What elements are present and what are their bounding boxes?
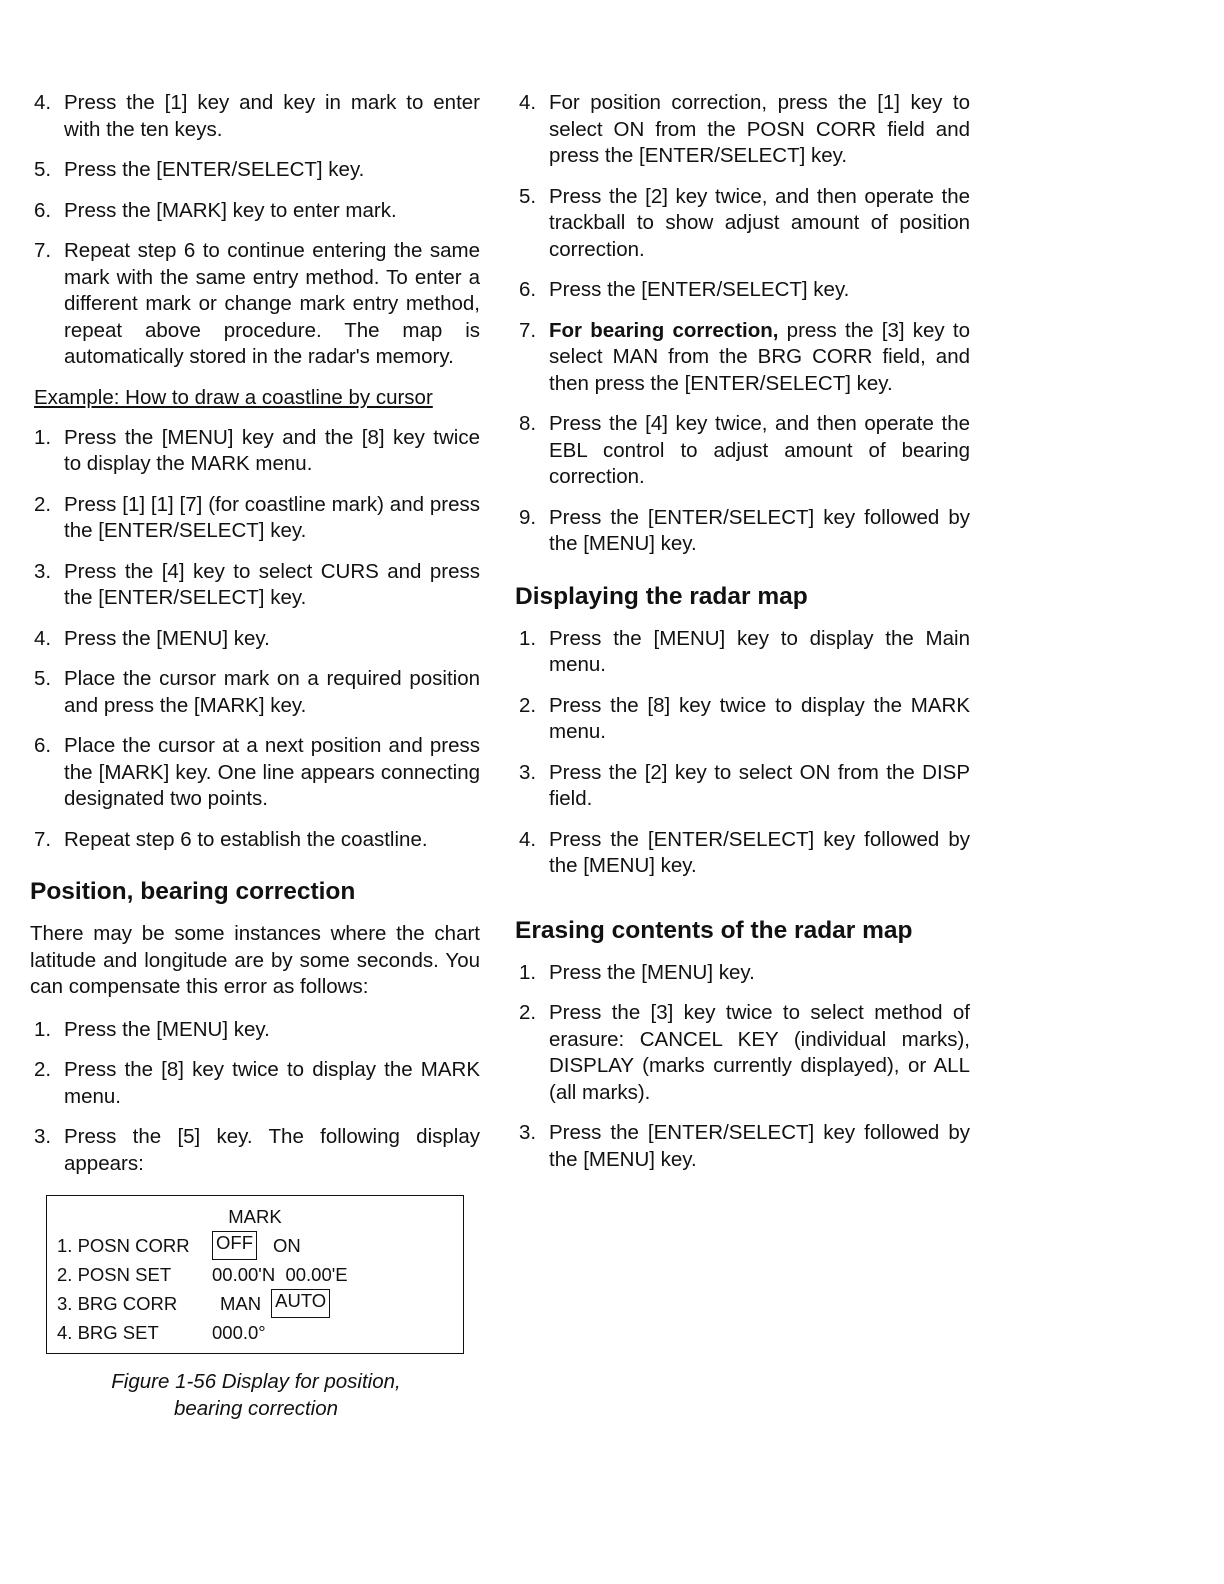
list-item: 1. Press the [MENU] key. xyxy=(34,1017,270,1041)
selected-option-auto: AUTO xyxy=(271,1289,330,1318)
posn-set-value: 00.00'N 00.00'E xyxy=(212,1264,348,1285)
section-intro: There may be some instances where the chart latitude and longitude are by some seconds. You can compensate this error as follows: xyxy=(30,922,480,998)
list-item: 4. Press the [1] key and key in mark to enter with the ten keys. xyxy=(34,91,480,141)
list-item: 2. Press the [8] key twice to display the MARK menu. xyxy=(34,1058,480,1108)
mark-row-brg-set xyxy=(57,1318,453,1347)
list-item: 1. Press the [MENU] key. xyxy=(519,960,755,984)
figure-caption: Figure 1-56 Display for position, bearing correction xyxy=(111,1370,401,1420)
list-item: 7. Repeat step 6 to establish the coastline. xyxy=(34,827,428,851)
steps-list-example xyxy=(30,425,480,854)
list-item: 3. Press the [2] key to select ON from the DISP field. xyxy=(519,760,970,810)
list-item: 6. Place the cursor at a next position and press the [MARK] key. One line appears connecting designated two points. xyxy=(34,734,480,810)
steps-list-top-right xyxy=(515,90,970,558)
mark-menu-display xyxy=(46,1195,464,1354)
steps-list-display xyxy=(515,626,970,880)
list-item: 3. Press the [5] key. The following display appears: xyxy=(34,1125,480,1175)
example-title: Example: How to draw a coastline by cursor xyxy=(34,385,433,409)
list-item: 3. Press the [4] key to select CURS and press the [ENTER/SELECT] key. xyxy=(34,559,480,609)
list-item: 7. Repeat step 6 to continue entering the same mark with the same entry method. To enter a different mark or change mark entry method, repeat above procedure. The map is automatically stored in the radar's memory. xyxy=(34,239,480,368)
list-item: 1. Press the [MENU] key and the [8] key twice to display the MARK menu. xyxy=(34,425,480,475)
mark-menu-title: MARK xyxy=(228,1206,282,1227)
list-item: 2. Press the [8] key twice to display the MARK menu. xyxy=(519,693,970,743)
mark-row-brg-corr xyxy=(57,1289,453,1318)
list-item: 7. For bearing correction, press the [3] key to select MAN from the BRG CORR field, and then press the [ENTER/SELECT] key. xyxy=(519,318,970,395)
mark-row-label: 1. POSN CORR xyxy=(57,1235,190,1256)
steps-list-correction xyxy=(30,1017,480,1178)
option-man: MAN xyxy=(220,1293,262,1314)
list-item: 6. Press the [MARK] key to enter mark. xyxy=(34,198,397,222)
section-heading-erasing-map: Erasing contents of the radar map xyxy=(515,916,913,944)
right-column xyxy=(515,90,970,1187)
mark-row-label: 4. BRG SET xyxy=(57,1322,159,1343)
list-item: 8. Press the [4] key twice, and then operate the EBL control to adjust amount of bearing correction. xyxy=(519,412,970,488)
list-item: 5. Press the [ENTER/SELECT] key. xyxy=(34,158,365,181)
section-heading-position-bearing: Position, bearing correction xyxy=(30,878,356,905)
steps-list-top-left xyxy=(30,90,480,371)
list-item: 4. Press the [ENTER/SELECT] key followed by the [MENU] key. xyxy=(519,827,970,877)
mark-row-label: 2. POSN SET xyxy=(57,1264,172,1285)
list-item: 9. Press the [ENTER/SELECT] key followed by the [MENU] key. xyxy=(519,505,970,555)
mark-row-label: 3. BRG CORR xyxy=(57,1293,178,1314)
list-item: 6. Press the [ENTER/SELECT] key. xyxy=(519,278,850,301)
list-item: 5. Press the [2] key twice, and then operate the trackball to show adjust amount of position correction. xyxy=(519,184,970,261)
brg-set-value: 000.0° xyxy=(212,1322,266,1343)
mark-row-posn-set xyxy=(57,1260,453,1289)
selected-option-off: OFF xyxy=(212,1231,257,1260)
mark-row-posn-corr xyxy=(57,1231,453,1260)
left-column xyxy=(30,90,480,1422)
option-on: ON xyxy=(273,1235,301,1256)
section-heading-displaying-map: Displaying the radar map xyxy=(515,582,808,610)
list-item: 5. Place the cursor mark on a required position and press the [MARK] key. xyxy=(34,667,480,717)
list-item: 4. Press the [MENU] key. xyxy=(34,626,270,650)
steps-list-erase xyxy=(515,960,970,1174)
list-item: 2. Press [1] [1] [7] (for coastline mark) and press the [ENTER/SELECT] key. xyxy=(34,492,480,542)
list-item: 4. For position correction, press the [1] key to select ON from the POSN CORR field and press the [ENTER/SELECT] key. xyxy=(519,91,970,167)
list-item: 3. Press the [ENTER/SELECT] key followed by the [MENU] key. xyxy=(519,1121,970,1171)
list-item: 1. Press the [MENU] key to display the Main menu. xyxy=(519,626,970,676)
list-item: 2. Press the [3] key twice to select method of erasure: CANCEL KEY (individual marks), DISPLAY (marks currently displayed), or ALL (all marks). xyxy=(519,1001,970,1104)
